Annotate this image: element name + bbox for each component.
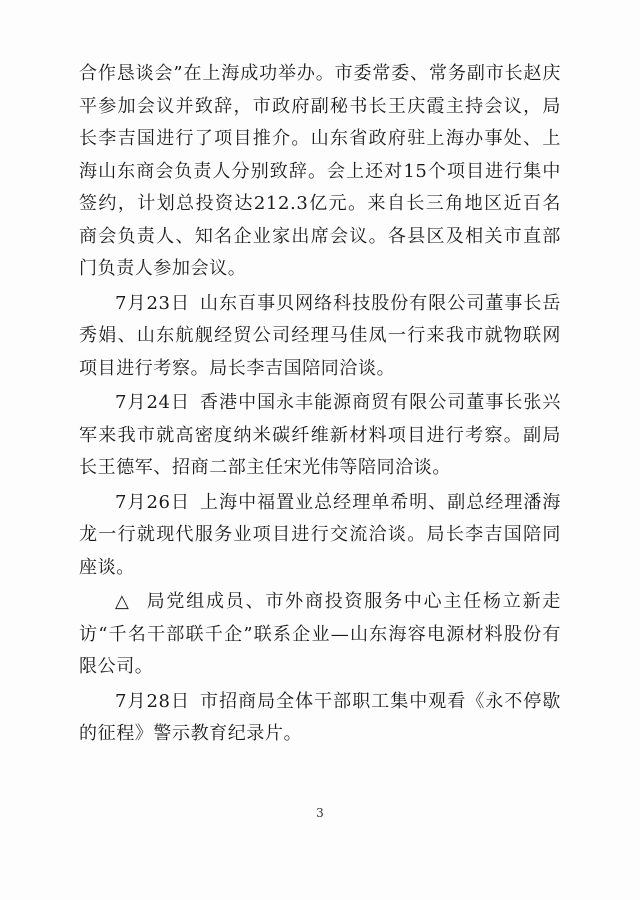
- paragraph-date: 7月23日: [115, 292, 191, 314]
- paragraph-jul-26: [79, 487, 561, 585]
- paragraph-triangle-item: [79, 586, 561, 684]
- paragraph-jul-28: [79, 686, 561, 751]
- paragraph-text: 上海中福置业总经理单希明、副总经理潘海龙一行就现代服务业项目进行交流洽谈。局长李吉国陪同座谈。: [79, 491, 562, 578]
- paragraph-date: 7月28日: [115, 690, 191, 712]
- paragraph-date: 7月24日: [115, 392, 191, 413]
- paragraph-text: 合作恳谈会”在上海成功举办。市委常委、常务副市长赵庆平参加会议并致辞，市政府副秘书长王庆霞主持会议，局长李吉国进行了项目推介。山东省政府驻上海办事处、上海山东商会负责人分别致辞。会上还对15个项目进行集中签约，计划总投资达212.3亿元。来自长三角地区近百名商会负责人、知名企业家出席会议。各县区及相关市直部门负责人参加会议。: [79, 63, 561, 279]
- paragraph-continued: [79, 58, 561, 286]
- paragraph-text: 局党组成员、市外商投资服务中心主任杨立新走访“千名干部联千企”联系企业—山东海容电源材料股份有限公司。: [79, 591, 561, 677]
- paragraph-jul-23: [79, 288, 561, 386]
- paragraph-text: 山东百事贝网络科技股份有限公司董事长岳秀娟、山东航舰经贸公司经理马佳凤一行来我市就物联网项目进行考察。局长李吉国陪同洽谈。: [79, 292, 562, 379]
- document-body: [79, 58, 561, 751]
- paragraph-text: 市招商局全体干部职工集中观看《永不停歇的征程》警示教育纪录片。: [79, 690, 562, 744]
- page-number: 3: [316, 806, 324, 820]
- paragraph-date: 7月26日: [115, 491, 191, 513]
- paragraph-text: 香港中国永丰能源商贸有限公司董事长张兴军来我市就高密度纳米碳纤维新材料项目进行考察。副局长王德军、招商二部主任宋光伟等陪同洽谈。: [79, 392, 562, 478]
- paragraph-jul-24: [79, 387, 561, 485]
- triangle-icon: △: [115, 591, 131, 612]
